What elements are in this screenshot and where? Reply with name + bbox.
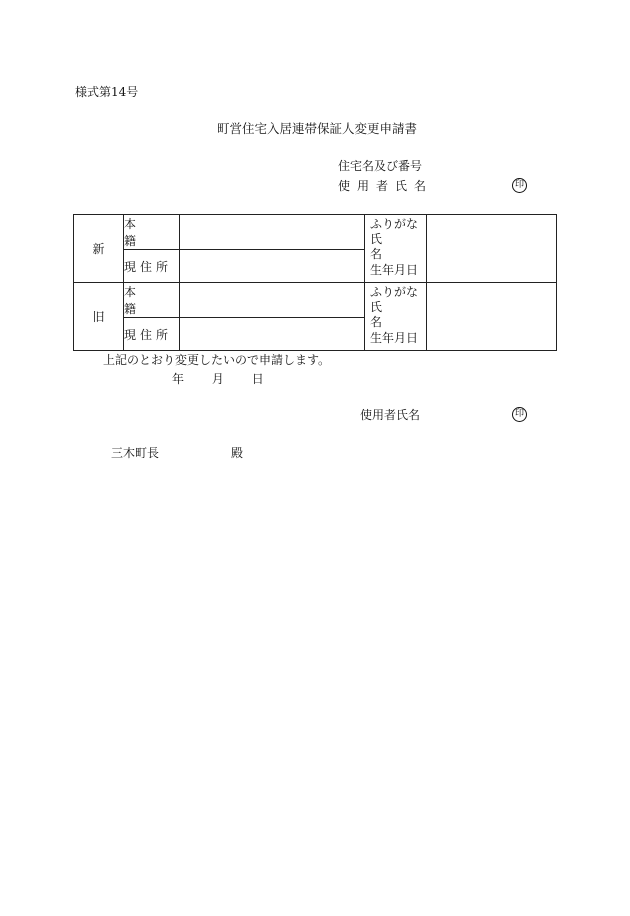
table-row xyxy=(74,215,557,250)
old-person-field[interactable] xyxy=(427,283,557,351)
new-address-label: 現住所 xyxy=(124,250,180,283)
new-honseki-field[interactable] xyxy=(180,215,365,250)
new-birth-label: 生年月日 xyxy=(370,263,419,277)
seal-glyph: 印 xyxy=(514,409,524,419)
applicant-name-label: 使用者氏名 xyxy=(338,179,434,193)
application-date xyxy=(172,373,264,385)
date-month-label: 月 xyxy=(211,372,224,386)
new-side-label: 新 xyxy=(74,215,124,283)
seal-mark-icon xyxy=(512,407,527,422)
new-person-label-cell xyxy=(365,215,427,283)
old-address-label: 現住所 xyxy=(124,318,180,351)
old-honseki-field[interactable] xyxy=(180,283,365,318)
old-person-label-cell xyxy=(365,283,427,351)
old-birth-label: 生年月日 xyxy=(370,331,419,345)
table-row xyxy=(74,283,557,318)
date-day-label: 日 xyxy=(251,372,264,386)
new-furigana-label: ふりがな xyxy=(370,217,419,231)
new-honseki-label: 本籍 xyxy=(124,215,180,250)
old-side-label: 旧 xyxy=(74,283,124,351)
seal-mark-icon xyxy=(512,178,527,193)
seal-glyph: 印 xyxy=(514,180,524,190)
form-number: 様式第14号 xyxy=(75,85,139,99)
new-person-field[interactable] xyxy=(427,215,557,283)
housing-name-number-label: 住宅名及び番号 xyxy=(338,159,423,173)
old-address-field[interactable] xyxy=(180,318,365,351)
addressee-name: 三木町長 xyxy=(111,446,160,460)
date-year-label: 年 xyxy=(172,372,185,386)
application-statement: 上記のとおり変更したいので申請します。 xyxy=(103,353,331,367)
new-name-label: 氏名 xyxy=(370,232,409,261)
old-honseki-label: 本籍 xyxy=(124,283,180,318)
old-name-label: 氏名 xyxy=(370,300,409,329)
old-furigana-label: ふりがな xyxy=(370,285,419,299)
new-address-field[interactable] xyxy=(180,250,365,283)
guarantor-table xyxy=(73,214,557,351)
document-title: 町営住宅入居連帯保証人変更申請書 xyxy=(217,121,418,136)
signature-name-label: 使用者氏名 xyxy=(360,408,421,422)
addressee-honorific: 殿 xyxy=(231,446,244,460)
